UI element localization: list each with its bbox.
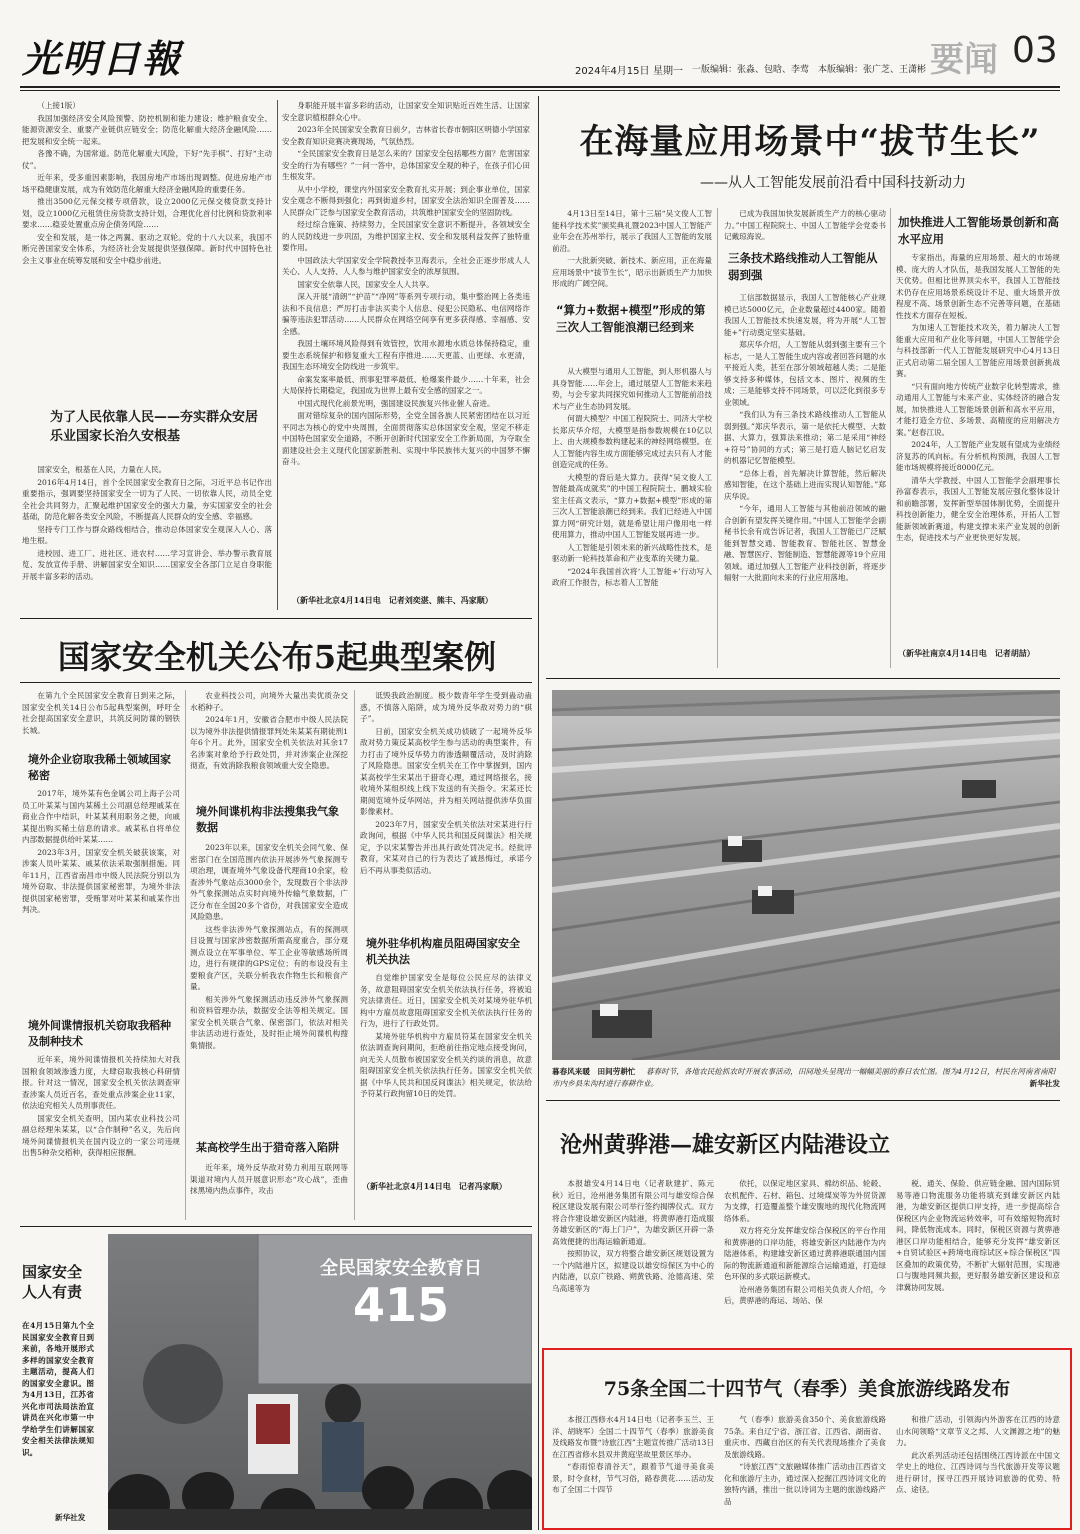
- security-col1c: [22, 1054, 180, 1220]
- cangzhou-col3: [896, 1178, 1060, 1338]
- column-divider: [890, 208, 891, 668]
- para: 农业科技公司，向境外大量出卖优质杂交水稻种子。: [190, 691, 348, 712]
- section-rule: [20, 618, 532, 619]
- issue-weekday: 星期一: [653, 66, 683, 77]
- column-divider: [538, 96, 539, 1530]
- para: 经过综合施策、持续努力，全民国家安全意识不断提升，各领域安全的人民防线进一步巩固，为维护国家主权、安全和发展利益发挥了独特重要作用。: [282, 220, 530, 252]
- security-cases-title: 国家安全机关公布5起典型案例: [57, 638, 497, 676]
- ai-col3: [896, 252, 1060, 648]
- ai-col1b: [552, 366, 712, 666]
- farm-caption: [552, 1066, 1060, 1090]
- farm-caption-text: 暮春时节，各地农民抢抓农时开展农事活动，田间地头呈现出一幅幅美丽的春日农忙图。图为4月12日，村民在河南省南阳市内乡县朱沟村进行春耕作业。: [552, 1067, 1056, 1088]
- para: 2023年全民国家安全教育日前夕，吉林省长春市朝阳区明德小学国家安全教育知识竞赛决赛现场，气氛热烈。: [282, 125, 530, 146]
- case-head-3: 境外间谍机构非法搜集我气象数据: [196, 805, 339, 834]
- ai-credit: （新华社南京4月14日电 记者胡喆）: [898, 648, 1035, 658]
- para: 本报雄安4月14日电（记者耿建扩、陈元秋）近日，沧州港务集团有限公司与雄安综合保税区建设发展有限公司举行签约揭牌仪式。双方将合作建设雄安新区内陆港，将黄骅港打造成服务雄安新区的“海上门户”，为雄安新区开辟一条高效便捷的出海运输新通道。: [552, 1179, 714, 1246]
- jieqi-title: 75条全国二十四节气（春季）美食旅游线路发布: [603, 1378, 1011, 1400]
- ai-subhead-2: 三条技术路线推动人工智能从弱到强: [728, 251, 878, 282]
- classroom-photo: [108, 1234, 532, 1530]
- security-col1: [22, 690, 180, 750]
- para: “只有面向地方传统产业数字化转型需求，推动通用人工智能与未来产业、实体经济的融合发展，加快推进人工智能场景创新和高水平应用，才能打造全方位、多场景、高精度的应用解决方案。”赵春江说。: [896, 381, 1060, 437]
- para: 2023年以来，国家安全机关会同气象、保密部门在全国范围内依法开展涉外气象探测专项治理，调查境外气象设备代理商10余家，检查涉外气象站点3000余个，发现数百个非法涉外气象探测站点实时向境外传输气象数据，广泛分布在全国20多个省份，对我国家安全造成风险隐患。: [190, 843, 348, 921]
- jieqi-col2: [724, 1414, 886, 1526]
- para: 国家安全，根基在人民，力量在人民。: [37, 465, 167, 474]
- jieqi-col3: [896, 1414, 1060, 1526]
- para: 自觉维护国家安全是每位公民应尽的法律义务，故意阻碍国家安全机关依法执行任务，将被追究法律责任。近日，国家安全机关对某境外驻华机构中方雇员故意阻碍国家安全机关依法执行任务的行为，进行了行政处罚。: [360, 973, 532, 1028]
- case-head-4: 某高校学生出于猎奇落入陷阱: [196, 1141, 339, 1154]
- case-head-5: 境外驻华机构雇员阻碍国家安全机关执法: [366, 937, 520, 966]
- para: 我国加强经济安全风险预警、防控机制和能力建设；维护粮食安全、能源资源安全、重要产业链供应链安全；防范化解重大经济金融风险……把发展和安全统一起来。: [22, 113, 272, 146]
- para: “春雨惊春清谷天”，跟着节气道寻美食美景，时令食材，节气习俗，路春黄花……活动发布了全国二十四节: [552, 1462, 714, 1494]
- ai-col2: [724, 208, 886, 244]
- para: 4月13日至14日，第十三届“吴文俊人工智能科学技术奖”颁奖典礼暨2023中国人工智能产业年会在苏州举行，展示了我国人工智能的发展前沿。: [552, 209, 712, 253]
- para: 2016年4月14日，首个全民国家安全教育日之际，习近平总书记作出重要指示，强调要坚持国家安全一切为了人民、一切依靠人民，动员全党全社会共同努力，汇聚起维护国家安全的强大力量，夯实国家安全的社会基础，防范化解各类安全风险，不断提高人民群众的安全感、幸福感。: [22, 477, 272, 521]
- masthead-rule-thin: [20, 90, 1060, 91]
- para: 国家安全机关查明，国内某农业科技公司副总经理朱某某，以“合作制种”名义，先后向境外间谍情报机关在国内设立的一家公司违规出售5种杂交稻种，获得相应报酬。: [22, 1113, 180, 1157]
- farm-caption-title: 暮春风来暖 田间劳耕忙: [552, 1067, 636, 1076]
- para: 郑庆华介绍，人工智能从弱到强主要有三个标志，一是人工智能生成内容或者回答问题的水平接近人类，甚至在部分领域超越人类；二是能够支持多种媒体，包括文本、图片、视频的生成；三是能够支持不同场景，可以泛化到很多专业领域。: [724, 340, 886, 407]
- para: 和推广活动，引领海内外游客在江西的诗意山水间领略“文章节义之邦、人文渊源之地”的魅力。: [896, 1415, 1060, 1447]
- left-article-col1b: [22, 464, 272, 614]
- farm-photo: [552, 690, 1060, 1060]
- para: 相关涉外气象探测活动违反涉外气象探测和资料管理办法，数据安全法等相关规定。国家安全机关联合气象、保密部门，依法对相关非法活动进行查处，及时拒止境外间谍机构搜集情报。: [190, 994, 348, 1050]
- para: 安全和发展，是一体之两翼、驱动之双轮。党的十八大以来，我国不断完善国家安全体系，为经济社会发展提供坚强保障。新时代中国特色社会主义事业在统筹发展和安全中稳步前进。: [22, 232, 272, 265]
- ai-article-subtitle: ——从人工智能发展前沿看中国科技新动力: [700, 175, 966, 191]
- farm-caption-credit: 新华社发: [1029, 1079, 1060, 1088]
- case-head-1: 境外企业窃取我稀土领域国家秘密: [28, 753, 171, 782]
- ai-subhead-3: 加快推进人工智能场景创新和高水平应用: [898, 215, 1059, 246]
- security-col2: [190, 690, 348, 786]
- side-caption: 在4月15日第九个全民国家安全教育日到来前，各地开展形式多样的国家安全教育主题活动，提高人们的国家安全意识。图为4月13日，江苏省兴化市司法局法治宣讲员在兴化市第一中学给学生们讲解国家安全相关法律法规知识。: [22, 1321, 94, 1457]
- para: 我国土壤环境风险得到有效管控，饮用水源地水质总体保持稳定，重要生态系统保护和修复重大工程有序推进……天更蓝、山更绿、水更清，我国生态环境安全防线进一步筑牢。: [282, 339, 530, 371]
- para: 中国式现代化前景光明，强国建设民族复兴伟业催人奋进。: [297, 398, 495, 408]
- para: 在第九个全民国家安全教育日到来之际，国家安全机关14日公布5起典型案例，呼吁全社会提高国家安全意识，共筑反间防谍的钢铁长城。: [22, 691, 180, 735]
- para: 专家指出，海量的应用场景、超大的市场规模、庞大的人才队伍，是我国发展人工智能的先天优势。但相比世界顶尖水平，我国人工智能技术仍存在应用场景系统设计不足、重大场景开放程度不高、场景创新生态不完善等问题，在基础性技术方面存在短板。: [896, 253, 1060, 320]
- para: “诗旅江西”文旅融媒体推广活动由江西省文化和旅游厅主办，通过深入挖掘江西诗词文化的独特内涵，推出一批以诗词为主题的旅游线路产品: [724, 1462, 886, 1506]
- para: “我们认为有三条技术路线推动人工智能从弱到强。”郑庆华表示，第一是依托大模型、大数据、大算力，强算法来推动；第二是采用“神经+符号”协同的方式；第三是打造人脑记忆启发的机器记忆智能模型。: [724, 410, 886, 465]
- newspaper-logo: 光明日報: [22, 36, 183, 81]
- farm-field-illustration: [552, 690, 1060, 1060]
- left-article-col1: [22, 100, 272, 380]
- para: 依托，以保定地区家具、棉纺织品、轮毂、农机配件、石材、箱包、过境煤炭等为外贸货源为支撑，打造覆盖整个雄安腹地的现代化物流网络体系。: [724, 1179, 886, 1223]
- section-rule: [546, 678, 1060, 679]
- ai-subhead-1: “算力+数据+模型”形成的第三次人工智能浪潮已经到来: [556, 303, 706, 334]
- para: 面对错综复杂的国内国际形势，全党全国各族人民紧密团结在以习近平同志为核心的党中央周围，全面贯彻落实总体国家安全观，坚定不移走中国特色国家安全道路，不断开创新时代国家安全工作新局面，为夺取全面建设社会主义现代化国家新胜利、实现中华民族伟大复兴的中国梦不懈奋斗。: [282, 411, 530, 466]
- ai-col1: [552, 208, 712, 298]
- para: 气（春季）旅游美食350个、美食旅游线路75条。来自辽宁省、浙江省、江西省、湖南省、重庆市、西藏自治区的有关代表现场推介了美食及旅游线路。: [724, 1415, 886, 1459]
- left-article-credit: （新华社北京4月14日电 记者刘奕湛、熊丰、冯家顺）: [292, 595, 493, 605]
- para: 2017年，境外某有色金属公司上海子公司员工叶某某与国内某稀土公司副总经理戚某在商业合作中结识，叶某某利用职务之便，向戚某提出购买稀土信息的请求。戚某私自将单位内部数据提供给叶某某……: [22, 789, 180, 844]
- para: 从中小学校，课堂内外国家安全教育扎实开展；到企事业单位，国家安全观念不断得到强化；再到街道乡村，国家安全法治知识全面普及……人民群众广泛参与国家安全教育活动，共筑维护国家安全的坚固防线。: [282, 184, 530, 217]
- left-subhead-people: 为了人民依靠人民——夯实群众安居乐业国家长治久安根基: [50, 410, 259, 444]
- para: 某境外驻华机构中方雇员符某在国家安全机关依法调查询问期间，拒绝前往指定地点接受询问，向无关人员散布被国家安全机关约谈的消息，故意阻碍国家安全机关依法执行任务。国家安全机关依据《中华人民共和国反间谍法》相关规定，依法给予符某行政拘留10日的处罚。: [360, 1031, 532, 1098]
- para: 已成为我国加快发展新质生产力的核心驱动力。”中国工程院院士、中国人工智能学会党委书记戴琼海说。: [724, 209, 886, 241]
- para: 日前，国家安全机关成功侦破了一起境外反华敌对势力策反某高校学生参与活动的典型案件，有力打击了境外反华势力的渗透颠覆活动，及时消除了风险隐患。国家安全机关在工作中掌握到，国内某高校学生宋某出于猎奇心理，通过网络报名，接收境外某组织线上线下发送的有关指令。宋某还长期阅览境外反华网站，并为相关网站提供涉华负面影像素材。: [360, 726, 532, 816]
- jieqi-col1: [552, 1414, 714, 1526]
- para: 命案发案率最低、刑事犯罪率最低、枪爆案件最少……十年来，社会大局保持长期稳定，我国成为世界上最有安全感的国家之一。: [282, 374, 530, 395]
- para: 2023年3月，国家安全机关破获该案，对涉案人员叶某某、戚某依法采取强制措施。同年11月，江西省南昌市中级人民法院分别以为境外窃取、非法提供国家秘密罪，为境外非法提供国家秘密罪，受贿罪对叶某某和戚某作出判决。: [22, 847, 180, 914]
- para: 税、通关、保险、供应链金融、国内国际贸易等港口物流服务功能将填充到雄安新区内陆港，为雄安新区提供口岸支持，进一步提高综合保税区内企业物流运转效率，可有效缩短物流时间，降低物流成本。同时，保税区资源与黄骅港港区口岸功能相结合，能够充分发挥“雄安新区+自贸试验区+跨境电商综试区+综合保税区”四区叠加的政策优势，不断扩大辐射范围，实现港口与腹地同频共振，更好服务雄安新区建设和京津冀协同发展。: [896, 1179, 1060, 1292]
- para: 各豫不确，为国常道。防范化解重大风险，下好“先手棋”、打好“主动仗”。: [22, 149, 272, 170]
- column-divider: [354, 690, 355, 1220]
- para: 坚持专门工作与群众路线相结合，推动总体国家安全观深入人心、落地生根。: [22, 524, 272, 545]
- left-article-col2: [282, 100, 530, 590]
- para: 一大批新突破、新技术、新应用，正在海量应用场景中“拔节生长”，昭示出新质生产力加快形成的广阔空间。: [552, 256, 712, 288]
- para: “今年，通用人工智能与其他前沿领域的融合创新有望发挥关键作用。”中国人工智能学会副秘书长余有成告诉记者，我国人工智能已广泛赋能到智慧交通、智能教育、智能社区、智慧金融、智慧医疗、智能制造、智慧能源等19个应用领域。通过加强人工智能产业科技创新，将逐步辐射一大批面向未来的行业应用落地。: [724, 504, 886, 582]
- case-head-2: 境外间谍情报机关窃取我稻种及制种技术: [28, 1019, 171, 1048]
- para: 为加速人工智能技术攻关，着力解决人工智能重大应用和产业化等问题，中国人工智能学会与科技部新一代人工智能发展研究中心4月13日正式启动第二届全国人工智能应用场景创新挑战赛。: [896, 323, 1060, 378]
- security-col2b: [190, 842, 348, 1132]
- section-rule: [20, 1226, 532, 1227]
- para: 双方将充分发挥雄安综合保税区的平台作用和黄骅港的口岸功能，将雄安新区内陆港作为内陆港体系，构建雄安新区通过黄骅港联通国内国际的物流新通道和新能源综合运输通道，打造绿色环保的多式联运新模式。: [724, 1226, 886, 1281]
- para: 本报江西修水4月14日电（记者李玉兰、王洋、胡晓军）全国二十四节气（春季）旅游美食及线路发布暨“诗旅江西”主题宣传推广活动13日在江西省修水县双井黄庭坚故里景区举办。: [552, 1415, 714, 1459]
- para: 何谓大模型？中国工程院院士、同济大学校长郑庆华介绍，大模型是指参数规模在10亿以上、由大规模参数构建起来的神经网络模型。在人工智能内容生成方面能够完成过去只有人才能创造完成的任务。: [552, 414, 712, 469]
- para: 深入开展“清朗”“护苗”“净网”等系列专项行动，集中整治网上各类违法和不良信息；严厉打击非法买卖个人信息、侵犯公民隐私、电信网络诈骗等违法犯罪活动……人民群众在网络空间享有更多获得感、幸福感、安全感。: [282, 292, 530, 336]
- para: 身职能开展丰富多彩的活动，让国家安全知识贴近百姓生活、让国家安全意识植根群众心中。: [282, 101, 530, 122]
- para: 国家安全依靠人民，国家安全人人共享。: [297, 279, 434, 289]
- para: 进校园、进工厂、进社区、进农村……学习宣讲会、举办警示教育展览、发放宣传手册、讲解国家安全知识……国家安全各部门立足自身职能开展丰富多彩的活动。: [22, 548, 272, 581]
- issue-date: 2024年4月15日: [575, 66, 650, 77]
- para: 按照协议，双方将整合雄安新区规划设置为一个内陆港片区，拟建设以雄安综保区为中心的内陆港，以京广铁路、朔黄铁路、沧德高速、荣乌高速等为: [552, 1249, 714, 1293]
- para: “2024年我国首次将‘人工智能+’行动写入政府工作报告，标志着人工智能: [552, 566, 712, 587]
- para: 工信部数据显示，我国人工智能核心产业规模已达5000亿元，企业数量超过4400家。随着我国人工智能技术快速发展，将为开展“人工智能+”行动奠定坚实基础。: [724, 293, 886, 337]
- para: （上接1版）: [37, 101, 80, 110]
- side-credit: 新华社发: [55, 1513, 86, 1522]
- para: 中国政法大学国家安全学院教授李卫海表示，全社会正逐步形成人人关心、人人支持、人人参与维护国家安全的浓厚氛围。: [282, 255, 530, 276]
- side-title: 国家安全人人有责: [22, 1263, 83, 1301]
- security-col3b: [360, 972, 532, 1182]
- security-col2c: [190, 1162, 348, 1220]
- security-col3: [360, 690, 532, 926]
- column-divider: [717, 208, 718, 668]
- cangzhou-col2: [724, 1178, 886, 1338]
- para: 推出3500亿元保交楼专项借款，设立2000亿元保交楼贷款支持计划，设立1000亿元租赁住房贷款支持计划，合理优化首付比例和贷款利率要求……稳妥处置重点房企债务风险……: [22, 197, 272, 229]
- para: “全民国家安全教育日是怎么来的？国家安全包括哪些方面？危害国家安全的行为有哪些？”一问一答中，总体国家安全观的种子，在孩子们心田生根发芽。: [282, 149, 530, 181]
- page-editors: 一版编辑：张淼、包晗、李莺 本版编辑：张广芝、王潇彬: [692, 65, 927, 75]
- para: 近年来，境外反华敌对势力利用互联网等渠道对境内人员开展意识形态“攻心战”，歪曲抹黑境内热点事件，攻击: [190, 1163, 348, 1195]
- cangzhou-title: 沧州黄骅港—雄安新区内陆港设立: [560, 1132, 891, 1158]
- masthead-rule: [20, 86, 1060, 88]
- para: 大模型的背后是大算力。获得“吴文俊人工智能最高成就奖”的中国工程院院士、鹏城实验室主任高文表示，“算力+数据+模型”形成的第三次人工智能浪潮已经到来。我们已经进入中国算力网“研究计划，就是希望让用户像用电一样使用算力，推动中国人工智能发展再进一步。: [552, 472, 712, 539]
- classroom-banner-number: 415: [352, 1278, 450, 1332]
- security-credit: （新华社北京4月14日电 记者冯家顺）: [362, 1181, 507, 1191]
- para: 清华大学教授、中国人工智能学会副理事长孙富春表示，我国人工智能发展应强化整体设计和前瞻部署，发挥新型举国体制优势，全面提升科技创新能力，健全安全治理体系，开拓人工智能新领域新赛道，构建支撑未来产业发展的创新生态，促进技术与产业更快更好发展。: [896, 475, 1060, 542]
- ai-article-title: 在海量应用场景中“拔节生长”: [579, 122, 1041, 162]
- para: 这些非法涉外气象探测站点，有的探测项目设置与国家涉密数据所需高度重合，部分观测点设立在军事单位、军工企业等敏感场所周边，进行有规律的GPS定位；有的布设没有主要粮食产区，关联分析我农作物生长和粮食产量。: [190, 924, 348, 991]
- para: 2024年1月，安徽省合肥市中级人民法院以为境外非法提供情报罪判处朱某某有期徒刑1年6个月。此外，国家安全机关依法对其余17名涉案对象给予行政处罚，并对涉案企业深挖彻查，有效消除我粮食领域重大安全隐患。: [190, 715, 348, 770]
- para: “总体上看，首先解决计算智能，然后解决感知智能，在这个基础上进而实现认知智能。”郑庆华说。: [724, 468, 886, 501]
- section-name: 要闻: [930, 40, 998, 80]
- section-rule: [546, 1100, 1060, 1101]
- para: 近年来，境外间谍情报机关持续加大对我国粮食领域渗透力度，大肆窃取我核心科研情报。针对这一情况，国家安全机关依法调查审查涉案人员近百名，查处重点涉案企业11家，依法追究相关人员刑事责任。: [22, 1055, 180, 1110]
- para: 2024年，人工智能产业发展有望成为业绩经济复苏的风向标。有分析机构预测，我国人工智能市场规模将接近8000亿元。: [896, 440, 1060, 472]
- section-rule: [20, 682, 532, 683]
- security-col1b: [22, 788, 180, 1008]
- para: 近年来，受多重因素影响，我国房地产市场出现调整。促进房地产市场平稳健康发展，成为有效防范化解重大经济金融风险的重要任务。: [22, 173, 272, 194]
- page-number: 03: [1012, 30, 1058, 71]
- para: 诋毁我政治制度。极少数青年学生受到蛊动蛊惑，不慎落入陷阱，成为境外反华敌对势力的“棋子”。: [360, 691, 532, 723]
- para: 此次系列活动还包括围绕江西诗派在中国文学史上的地位、江西诗词与当代旅游开发等议题进行研讨，探寻江西开展诗词旅游的优势、特点、途径。: [896, 1450, 1060, 1494]
- ai-col2b: [724, 292, 886, 666]
- cangzhou-col1: [552, 1178, 714, 1338]
- masthead: [0, 0, 1080, 92]
- classroom-banner-text: 全民国家安全教育日: [320, 1258, 482, 1279]
- column-divider: [185, 690, 186, 1220]
- para: 人工智能是引领未来的新兴战略性技术，是驱动新一轮科技革命和产业变革的关键力量。: [552, 542, 712, 563]
- para: 2023年7月，国家安全机关依法对宋某进行行政询问，根据《中华人民共和国反间谍法》相关规定，予以宋某警告并出具行政处罚决定书。经批评教育，宋某对自己的行为表达了诚恳悔过，承诺今后不再从事类似活动。: [360, 819, 532, 875]
- para: 沧州港务集团有限公司相关负责人介绍，今后，黄骅港的海运、场站、保: [724, 1284, 886, 1305]
- column-divider: [277, 100, 278, 610]
- para: 从大模型与通用人工智能，到人形机器人与具身智能……年会上，通过展望人工智能未来趋势，与会专家共同探究如何推动人工智能前沿技术与产业生态协同发展。: [552, 367, 712, 411]
